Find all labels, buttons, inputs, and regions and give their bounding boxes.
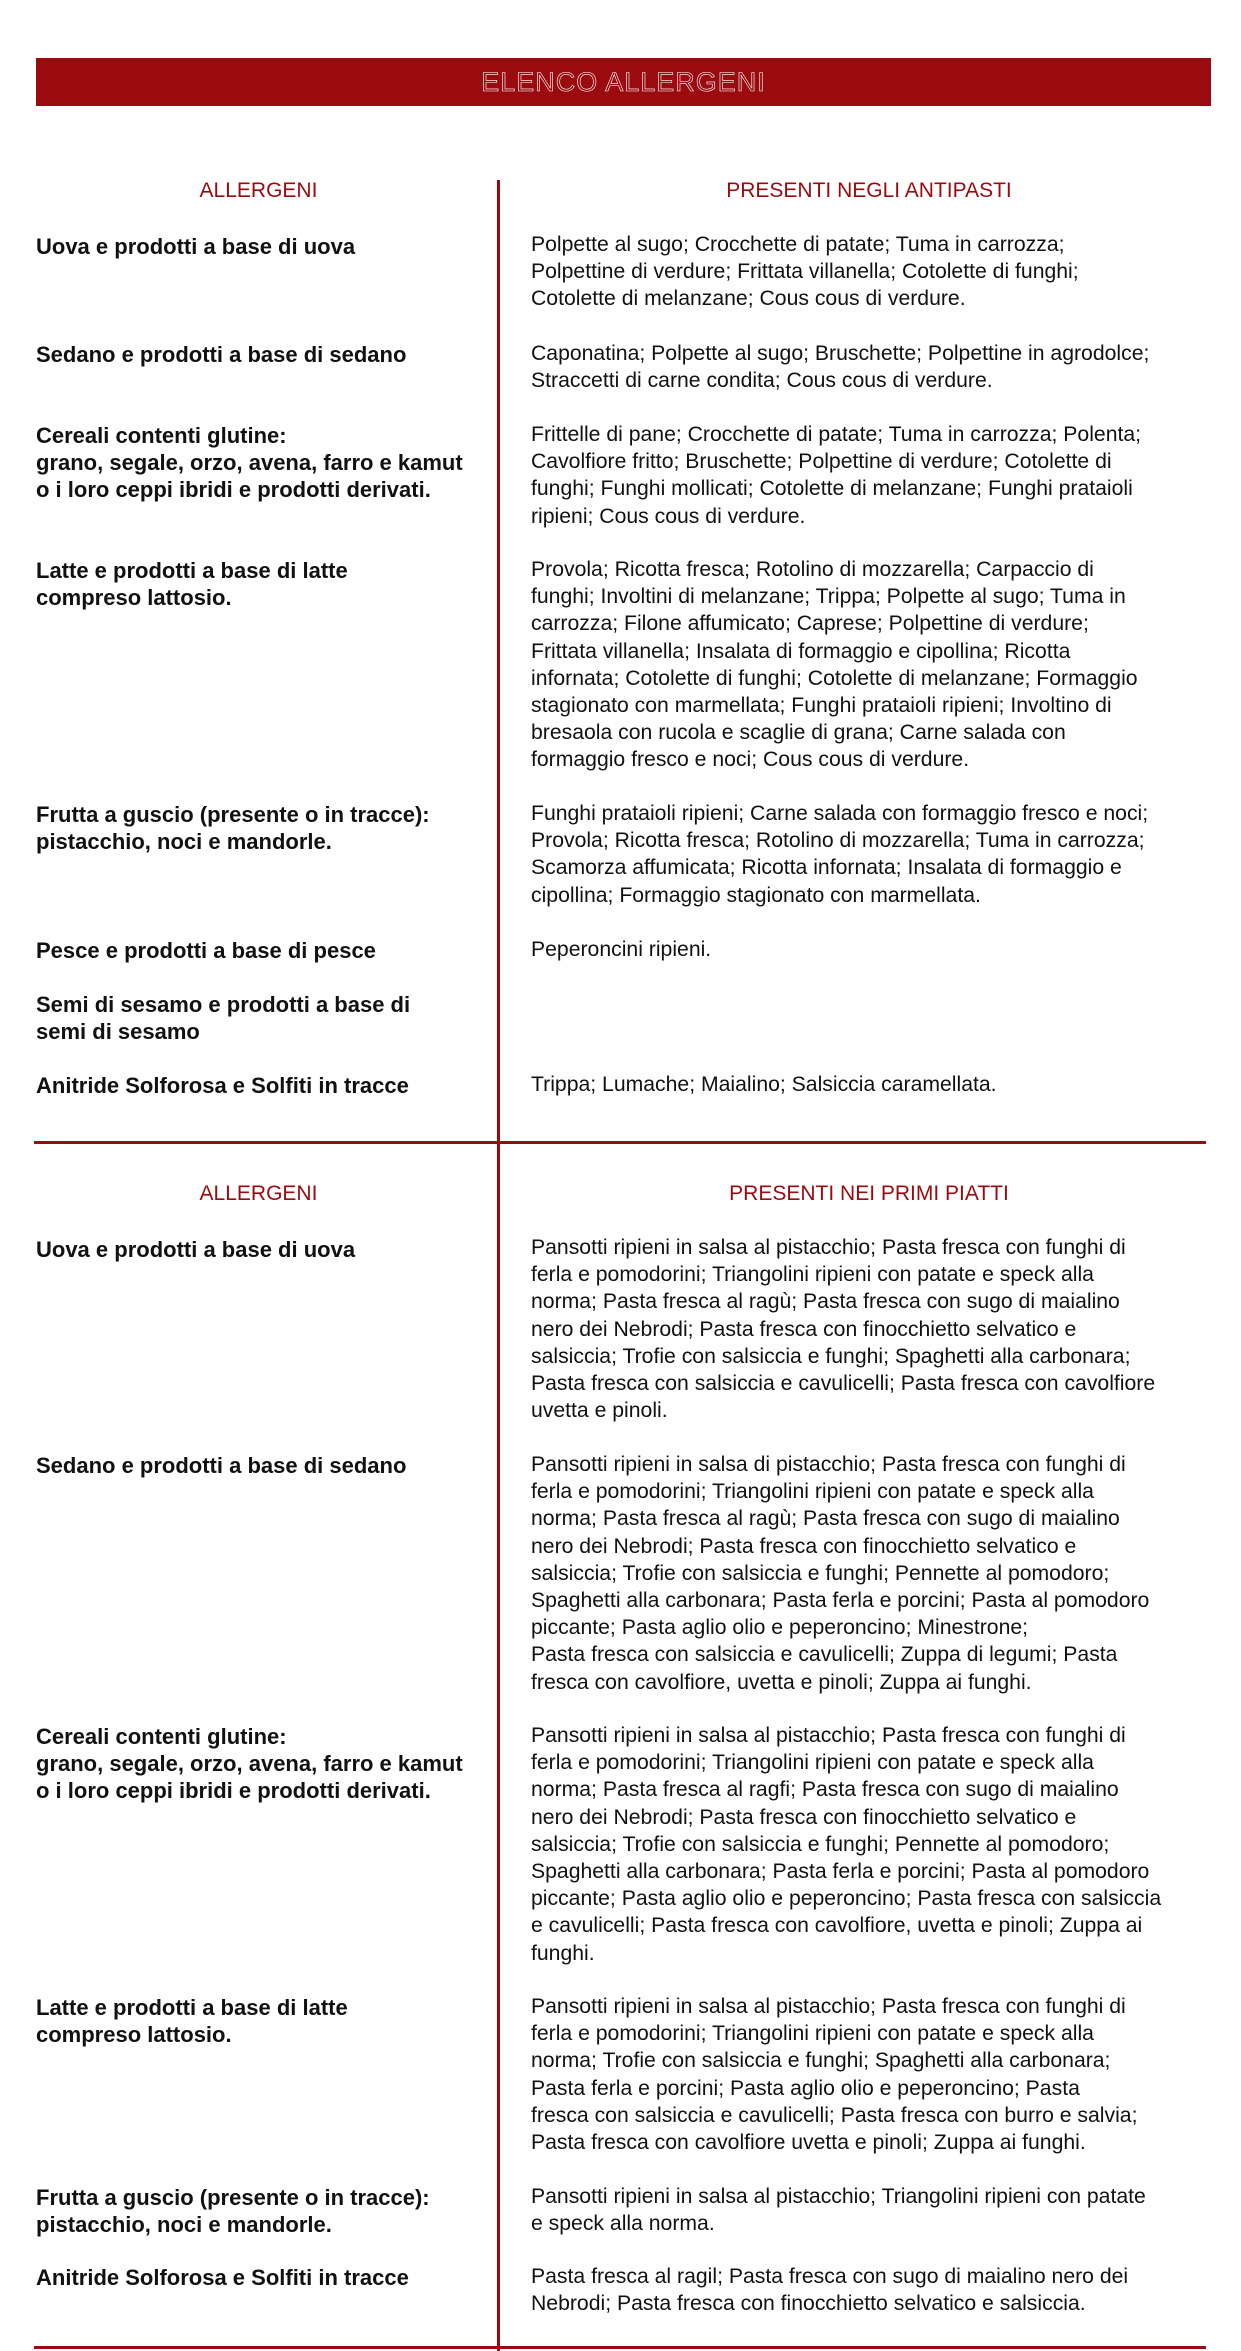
dish-list: Pansotti ripieni in salsa al pistacchio; Pasta fresca con funghi di ferla e pomodorini; Triangolini ripieni con patate e speck alla norma; Pasta fresca al ragfi; Pasta fresca con sugo di maialino nero dei Nebrodi; Pasta fresca con finocchietto selvatico e salsiccia; Trofie con salsiccia e funghi; Pennette al pomodoro; Spaghetti alla carbonara; Pasta ferla e porcini; Pasta al pomodoro piccante; Pasta aglio olio e peperoncino; Pasta fresca con salsiccia e cavulicelli; Pasta fresca con cavolfiore, uvetta e pinoli; Zuppa ai funghi.	[531, 1724, 1162, 1965]
dish-list: Trippa; Lumache; Maialino; Salsiccia caramellata.	[531, 1073, 997, 1096]
allergen-label: Anitride Solforosa e Solfiti in tracce	[36, 1073, 409, 1098]
allergen-label: Sedano e prodotti a base di sedano	[36, 1453, 407, 1478]
allergen-label: Uova e prodotti a base di uova	[36, 1237, 356, 1262]
title-banner	[36, 58, 1211, 106]
dish-list: Frittelle di pane; Crocchette di patate; Tuma in carrozza; Polenta; Cavolfiore fritto; Bruschette; Polpettine di verdure; Cotolette di funghi; Funghi mollicati; Cotolette di melanzane; Funghi prataioli ripieni; Cous cous di verdure.	[531, 423, 1142, 528]
section-divider	[34, 2346, 1206, 2349]
dish-list: Pansotti ripieni in salsa al pistacchio; Triangolini ripieni con patate e speck alla norma.	[531, 2185, 1146, 2236]
dish-list: Peperoncini ripieni.	[531, 938, 712, 961]
allergen-label: Frutta a guscio (presente o in tracce): pistacchio, noci e mandorle.	[36, 802, 430, 854]
dish-list: Funghi prataioli ripieni; Carne salada con formaggio fresco e noci; Provola; Ricotta fresca; Rotolino di mozzarella; Tuma in carrozza; Scamorza affumicata; Ricotta infornata; Insalata di formaggio e cipollina; Formaggio stagionato con marmellata.	[531, 802, 1149, 907]
dish-list: Pansotti ripieni in salsa al pistacchio; Pasta fresca con funghi di ferla e pomodorini; Triangolini ripieni con patate e speck alla norma; Trofie con salsiccia e funghi; Spaghetti alla carbonara; Pasta ferla e porcini; Pasta aglio olio e peperoncino; Pasta fresca con salsiccia e cavulicelli; Pasta fresca con burro e salvia; Pasta fresca con cavolfiore uvetta e pinoli; Zuppa ai funghi.	[531, 1995, 1138, 2155]
primi-header: PRESENTI NEI PRIMI PIATTI	[729, 1182, 1009, 1205]
allergen-label: Latte e prodotti a base di latte compreso lattosio.	[36, 1995, 348, 2047]
allergen-label: Uova e prodotti a base di uova	[36, 234, 356, 259]
allergen-label: Sedano e prodotti a base di sedano	[36, 342, 407, 367]
dish-list: Pansotti ripieni in salsa al pistacchio; Pasta fresca con funghi di ferla e pomodorini; Triangolini ripieni con patate e speck alla norma; Pasta fresca al ragù; Pasta fresca con sugo di maialino nero dei Nebrodi; Pasta fresca con finocchietto selvatico e salsiccia; Trofie con salsiccia e funghi; Spaghetti alla carbonara; Pasta fresca con salsiccia e cavulicelli; Pasta fresca con cavolfiore uvetta e pinoli.	[531, 1236, 1156, 1423]
allergen-label: Frutta a guscio (presente o in tracce): pistacchio, noci e mandorle.	[36, 2185, 430, 2237]
column-divider	[497, 1144, 500, 2351]
antipasti-header: PRESENTI NEGLI ANTIPASTI	[726, 179, 1012, 202]
allergen-label: Latte e prodotti a base di latte compreso lattosio.	[36, 558, 348, 610]
allergeni-header: ALLERGENI	[199, 179, 318, 202]
dish-list: Pansotti ripieni in salsa di pistacchio; Pasta fresca con funghi di ferla e pomodorini; Triangolini ripieni con patate e speck alla norma; Pasta fresca al ragù; Pasta fresca con sugo di maialino nero dei Nebrodi; Pasta fresca con finocchietto selvatico e salsiccia; Trofie con salsiccia e funghi; Pennette al pomodoro; Spaghetti alla carbonara; Pasta ferla e porcini; Pasta al pomodoro piccante; Pasta aglio olio e peperoncino; Minestrone; Pasta fresca con salsiccia e cavulicelli; Zuppa di legumi; Pasta fresca con cavolfiore, uvetta e pinoli; Zuppa ai funghi.	[531, 1453, 1150, 1694]
column-divider	[497, 180, 500, 1142]
allergen-label: Cereali contenti glutine: grano, segale, orzo, avena, farro e kamut o i loro ceppi ibridi e prodotti derivati.	[36, 423, 463, 502]
allergen-label: Cereali contenti glutine: grano, segale, orzo, avena, farro e kamut o i loro ceppi ibridi e prodotti derivati.	[36, 1724, 463, 1803]
dish-list: Provola; Ricotta fresca; Rotolino di mozzarella; Carpaccio di funghi; Involtini di melanzane; Trippa; Polpette al sugo; Tuma in carrozza; Filone affumicato; Caprese; Polpettine di verdure; Frittata villanella; Insalata di formaggio e cipollina; Ricotta infornata; Cotolette di funghi; Cotolette di melanzane; Formaggio stagionato con marmellata; Funghi prataioli ripieni; Involtino di bresaola con rucola e scaglie di grana; Carne salada con formaggio fresco e noci; Cous cous di verdure.	[531, 558, 1138, 772]
dish-list: Polpette al sugo; Crocchette di patate; Tuma in carrozza; Polpettine di verdure; Frittata villanella; Cotolette di funghi; Cotolette di melanzane; Cous cous di verdure.	[531, 233, 1079, 311]
dish-list: Caponatina; Polpette al sugo; Bruschette; Polpettine in agrodolce; Straccetti di carne condita; Cous cous di verdure.	[531, 342, 1150, 393]
section-divider	[34, 1141, 1206, 1144]
allergen-label: Anitride Solforosa e Solfiti in tracce	[36, 2265, 409, 2290]
allergen-label: Semi di sesamo e prodotti a base di semi di sesamo	[36, 992, 411, 1044]
allergeni-header: ALLERGENI	[199, 1182, 318, 1205]
allergen-label: Pesce e prodotti a base di pesce	[36, 938, 376, 963]
page-title: ELENCO ALLERGENI	[481, 66, 766, 97]
dish-list: Pasta fresca al ragil; Pasta fresca con sugo di maialino nero dei Nebrodi; Pasta fresca con finocchietto selvatico e salsiccia.	[531, 2265, 1129, 2316]
